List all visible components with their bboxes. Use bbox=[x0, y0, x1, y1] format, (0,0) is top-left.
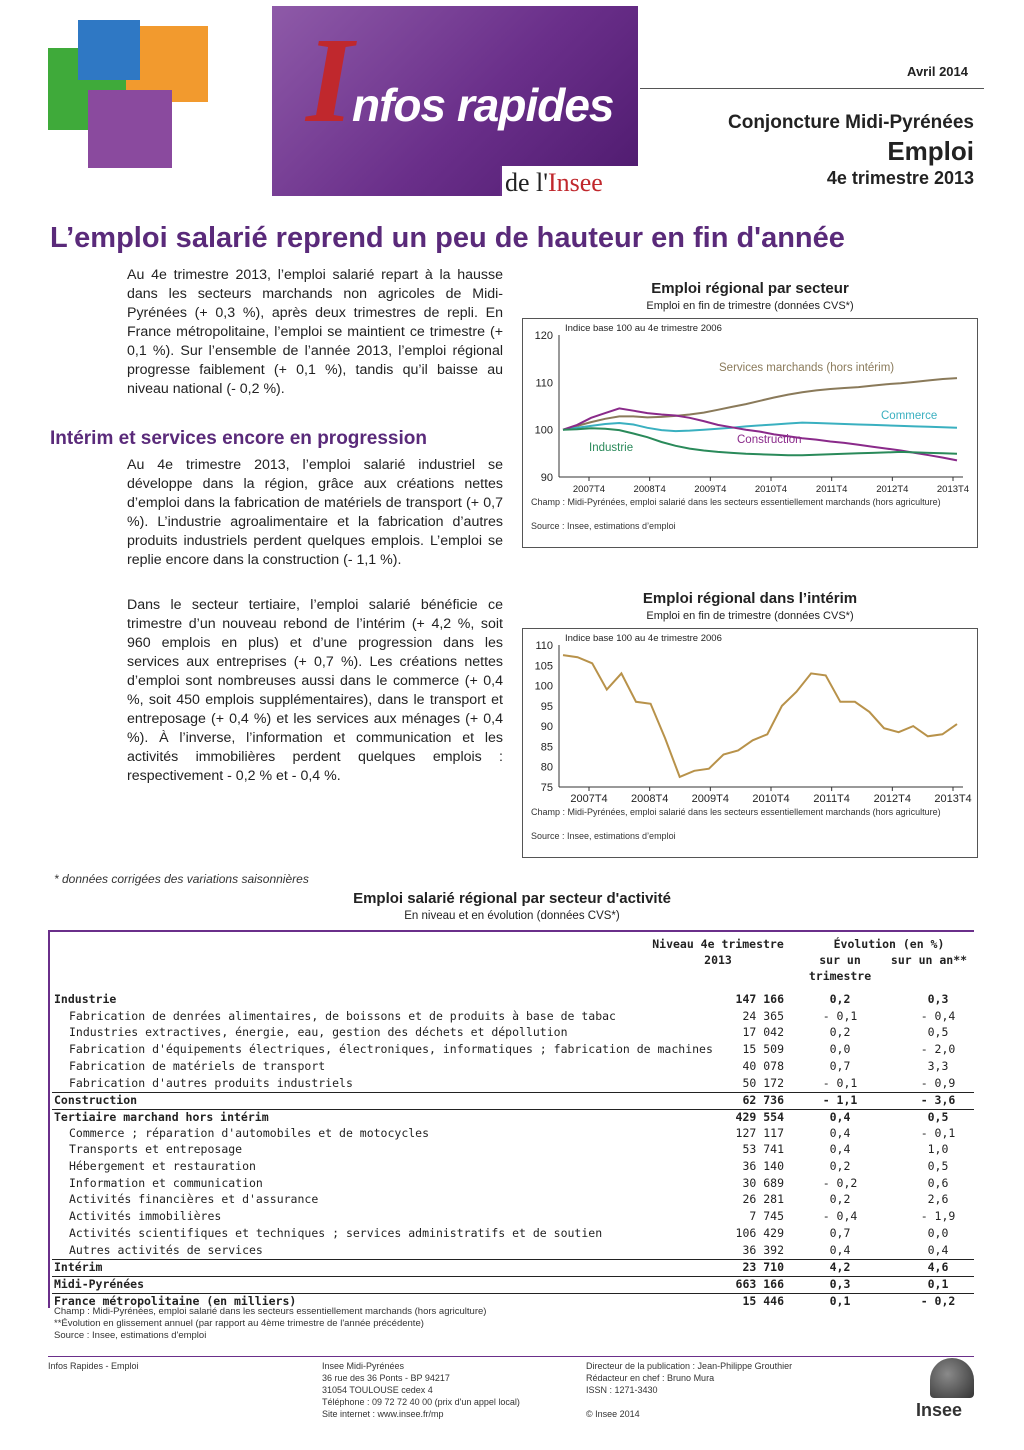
cell-trimestre: 0,2 bbox=[829, 1025, 851, 1040]
y-tick-label: 100 bbox=[534, 680, 553, 693]
footer-website[interactable]: Site internet : www.insee.fr/mp bbox=[322, 1409, 444, 1419]
cell-an: 1,0 bbox=[927, 1142, 949, 1157]
cell-an: - 1,9 bbox=[920, 1209, 956, 1224]
x-tick-label: 2012T4 bbox=[873, 793, 911, 805]
cell-niveau: 53 741 bbox=[742, 1142, 784, 1157]
chart1-title: Emploi régional par secteur bbox=[651, 280, 849, 297]
logo-sub-prefix: de l' bbox=[505, 168, 548, 197]
cell-trimestre: 0,4 bbox=[829, 1142, 851, 1157]
x-tick-label: 2011T4 bbox=[813, 793, 850, 805]
header-period: 4e trimestre 2013 bbox=[826, 168, 974, 188]
cell-trimestre: 0,3 bbox=[829, 1276, 851, 1291]
row-label: Fabrication de denrées alimentaires, de boissons et de produits à base de tabac bbox=[69, 1008, 616, 1023]
row-label: Industrie bbox=[54, 992, 117, 1006]
row-label: France métropolitaine (en milliers) bbox=[54, 1293, 297, 1308]
header-series: Conjoncture Midi-Pyrénées bbox=[728, 112, 974, 133]
cell-trimestre: - 1,1 bbox=[822, 1093, 858, 1108]
x-tick-label: 2008T4 bbox=[631, 793, 669, 805]
x-tick-label: 2013T4 bbox=[934, 793, 972, 805]
table-row bbox=[52, 1092, 974, 1110]
x-tick-label: 2007T4 bbox=[570, 793, 608, 805]
table-row bbox=[52, 1109, 974, 1127]
cell-an: - 0,9 bbox=[920, 1075, 956, 1090]
chart-source: Source : Insee, estimations d’emploi bbox=[531, 521, 676, 531]
insee-logo-text: Insee bbox=[916, 1400, 963, 1420]
chart-source: Source : Insee, estimations d’emploi bbox=[531, 831, 676, 841]
cell-an: 4,6 bbox=[927, 1260, 949, 1275]
row-label: Transports et entreposage bbox=[69, 1142, 243, 1157]
series-label: Commerce bbox=[881, 410, 938, 422]
row-label: Hébergement et restauration bbox=[69, 1159, 256, 1173]
chart1-svg bbox=[523, 319, 977, 547]
chart1-frame bbox=[522, 318, 978, 548]
table-left-rule bbox=[48, 930, 50, 1308]
cell-an: 0,6 bbox=[927, 1175, 949, 1190]
series-line bbox=[563, 655, 957, 777]
table-row bbox=[52, 1025, 974, 1042]
chart-index-note: Indice base 100 au 4e trimestre 2006 bbox=[565, 323, 722, 334]
cell-niveau: 23 710 bbox=[742, 1260, 784, 1275]
cell-trimestre: - 0,1 bbox=[822, 1075, 858, 1090]
cell-niveau: 17 042 bbox=[742, 1025, 784, 1040]
cell-niveau: 106 429 bbox=[735, 1225, 784, 1240]
x-tick-label: 2012T4 bbox=[876, 484, 909, 495]
chart1-subtitle: Emploi en fin de trimestre (données CVS*) bbox=[646, 300, 854, 312]
table-top-rule bbox=[48, 930, 974, 932]
cell-trimestre: 0,4 bbox=[829, 1109, 851, 1124]
cell-an: - 0,2 bbox=[920, 1293, 956, 1308]
table-row bbox=[52, 1059, 974, 1076]
x-tick-label: 2013T4 bbox=[936, 484, 970, 495]
col-header-niveau: Niveau 4e trimestre 2013 bbox=[652, 937, 784, 967]
logo-square-purple bbox=[88, 90, 172, 168]
logo-letter: I bbox=[306, 13, 354, 148]
chart2-title: Emploi régional dans l’intérim bbox=[642, 590, 858, 607]
y-tick-label: 85 bbox=[540, 741, 553, 754]
cell-niveau: 50 172 bbox=[742, 1075, 784, 1090]
row-label: Fabrication d'équipements électriques, électroniques, informatiques ; fabrication de machines bbox=[69, 1042, 713, 1057]
cell-niveau: 663 166 bbox=[735, 1276, 784, 1291]
series-label: Services marchands (hors intérim) bbox=[719, 362, 895, 374]
row-label: Autres activités de services bbox=[69, 1242, 263, 1257]
paragraph-industry: Au 4e trimestre 2013, l’emploi salarié industriel se développe dans la région, grâce aux créations nettes d’emploi dans la fabrication de matériels de transport (+ 0,7 %). L’industrie agroalimentaire et la fabrication d’autres produits industriels perdent quelques emplois. L’emploi se replie encore dans la construction (- 1,1 %). bbox=[127, 457, 503, 568]
footer-credit-line bbox=[586, 1396, 792, 1408]
cell-trimestre: 0,7 bbox=[829, 1058, 851, 1073]
footer-address-line: 31054 TOULOUSE cedex 4 bbox=[322, 1385, 433, 1395]
cell-niveau: 36 140 bbox=[742, 1159, 784, 1173]
footer-credit-line: Directeur de la publication : Jean-Philippe Grouthier bbox=[586, 1361, 793, 1371]
row-label: Tertiaire marchand hors intérim bbox=[54, 1109, 269, 1124]
y-tick-label: 90 bbox=[540, 721, 553, 734]
header-rule bbox=[640, 88, 984, 89]
table-row bbox=[52, 1126, 974, 1143]
col-header-trimestre: sur un trimestre bbox=[808, 953, 872, 983]
cell-niveau: 429 554 bbox=[735, 1109, 784, 1124]
row-label: Information et communication bbox=[69, 1175, 263, 1190]
table-evolution-note: **Évolution en glissement annuel (par rapport au 4ème trimestre de l'année précédente) bbox=[54, 1318, 424, 1329]
y-tick-label: 110 bbox=[535, 377, 553, 390]
table-subtitle: En niveau et en évolution (données CVS*) bbox=[404, 910, 620, 922]
table-row bbox=[52, 1009, 974, 1026]
table-title: Emploi salarié régional par secteur d'activité bbox=[353, 890, 671, 907]
row-label: Fabrication de matériels de transport bbox=[69, 1058, 326, 1073]
series-label: Construction bbox=[737, 434, 802, 446]
x-tick-label: 2008T4 bbox=[633, 484, 666, 495]
publication-date: Avril 2014 bbox=[907, 64, 968, 79]
chart2-subtitle: Emploi en fin de trimestre (données CVS*) bbox=[646, 610, 854, 622]
cell-an: 0,5 bbox=[927, 1109, 949, 1124]
cell-trimestre: 0,0 bbox=[829, 1042, 851, 1057]
cell-an: - 0,1 bbox=[920, 1125, 956, 1140]
table-row bbox=[52, 1042, 974, 1059]
cell-trimestre: 0,7 bbox=[829, 1225, 851, 1240]
footer-address-line: Insee Midi-Pyrénées bbox=[322, 1361, 405, 1371]
row-label: Construction bbox=[54, 1093, 138, 1108]
footer-address-line: Téléphone : 09 72 72 40 00 (prix d'un appel local) bbox=[322, 1397, 520, 1407]
cell-an: 0,5 bbox=[927, 1159, 949, 1173]
intro-paragraph: Au 4e trimestre 2013, l’emploi salarié repart à la hausse dans les secteurs marchands non agricoles de Midi-Pyrénées (+ 0,3 %), après deux trimestres de repli. En France métropolitaine, l’emploi se maintient ce trimestre (+ 0,1 %). Sur l’ensemble de l’année 2013, l’emploi régional progresse faiblement (+ 0,1 %), tandis qu’il baisse au niveau national (- 0,2 %). bbox=[127, 267, 503, 397]
cell-niveau: 147 166 bbox=[735, 992, 784, 1006]
row-label: Activités immobilières bbox=[69, 1209, 222, 1224]
cell-niveau: 36 392 bbox=[742, 1242, 784, 1257]
col-header-an: sur un an** bbox=[890, 953, 968, 967]
footer-credits bbox=[586, 1360, 792, 1420]
cell-an: 0,4 bbox=[927, 1242, 949, 1257]
table-champ: Champ : Midi-Pyrénées, emploi salarié dans les secteurs essentiellement marchands (hors agriculture) bbox=[54, 1306, 487, 1317]
cell-trimestre: - 0,1 bbox=[822, 1008, 858, 1023]
row-label: Fabrication d'autres produits industriels bbox=[69, 1075, 353, 1090]
chart-index-note: Indice base 100 au 4e trimestre 2006 bbox=[565, 633, 722, 644]
chart-champ: Champ : Midi-Pyrénées, emploi salarié dans les secteurs essentiellement marchands (hors agriculture) bbox=[531, 497, 941, 507]
y-tick-label: 90 bbox=[540, 472, 553, 484]
cell-trimestre: - 0,2 bbox=[822, 1175, 858, 1190]
footer-address-line: 36 rue des 36 Ponts - BP 94217 bbox=[322, 1373, 450, 1383]
cell-trimestre: 0,1 bbox=[829, 1293, 851, 1308]
table-row bbox=[52, 1076, 974, 1093]
row-label: Industries extractives, énergie, eau, gestion des déchets et dépollution bbox=[69, 1025, 568, 1040]
cell-an: 0,5 bbox=[927, 1025, 949, 1040]
logo-square-blue bbox=[78, 20, 140, 80]
col-header-evolution: Évolution (en %) bbox=[833, 937, 945, 951]
cell-niveau: 40 078 bbox=[742, 1058, 784, 1073]
series-label: Industrie bbox=[589, 442, 634, 454]
header-topic: Emploi bbox=[887, 136, 974, 166]
cell-trimestre: - 0,4 bbox=[822, 1209, 858, 1224]
cell-niveau: 26 281 bbox=[742, 1192, 784, 1207]
row-label: Commerce ; réparation d'automobiles et de motocycles bbox=[69, 1125, 430, 1140]
cell-an: 2,6 bbox=[927, 1192, 949, 1207]
logo-text: nfos rapides bbox=[352, 79, 614, 131]
table-row bbox=[52, 1209, 974, 1226]
table-row bbox=[52, 1142, 974, 1159]
footer-credit-line: ISSN : 1271-3430 bbox=[586, 1385, 658, 1395]
y-tick-label: 80 bbox=[540, 761, 553, 774]
cell-trimestre: 0,4 bbox=[829, 1242, 851, 1257]
cell-an: 0,3 bbox=[927, 992, 949, 1006]
x-tick-label: 2009T4 bbox=[691, 793, 729, 805]
cell-an: - 2,0 bbox=[920, 1042, 956, 1057]
row-label: Intérim bbox=[54, 1260, 103, 1275]
cell-an: 0,0 bbox=[927, 1225, 949, 1240]
table-row bbox=[52, 1159, 974, 1176]
table-row bbox=[52, 1176, 974, 1193]
x-tick-label: 2009T4 bbox=[694, 484, 727, 495]
paragraph-tertiary: Dans le secteur tertiaire, l’emploi salarié bénéficie ce trimestre d’un nouveau rebond de l’intérim (+ 4,2 %, soit 960 emplois en plus) et d’une progression dans les services aux entreprises (+ 0,7 %). Les créations nettes d’emploi sont nombreuses aussi dans le commerce (+ 0,4 %, soit 450 emplois supplémentaires), dans le transport et entreposage (+ 0,4 %) et les services aux ménages (+ 0,4 %). À l’inverse, l’information et communication et les activités immobilières perdent quelques emplois : respectivement - 0,2 % et - 0,4 %. bbox=[127, 597, 503, 784]
cell-an: - 0,4 bbox=[920, 1008, 956, 1023]
x-tick-label: 2010T4 bbox=[754, 484, 788, 495]
table-row bbox=[52, 1276, 974, 1294]
y-tick-label: 75 bbox=[540, 782, 553, 794]
x-tick-label: 2010T4 bbox=[752, 793, 790, 805]
y-tick-label: 120 bbox=[534, 330, 553, 342]
cell-niveau: 30 689 bbox=[742, 1175, 784, 1190]
cell-niveau: 7 745 bbox=[749, 1209, 784, 1224]
cell-niveau: 15 509 bbox=[742, 1042, 784, 1057]
row-label: Activités financières et d'assurance bbox=[69, 1192, 319, 1207]
logo-sub bbox=[505, 168, 603, 198]
insee-logo-mark bbox=[930, 1358, 974, 1398]
table-row bbox=[52, 992, 974, 1009]
row-label: Activités scientifiques et techniques ; services administratifs et de soutien bbox=[69, 1225, 603, 1240]
table-source: Source : Insee, estimations d'emploi bbox=[54, 1330, 207, 1341]
logo-sub-brand: Insee bbox=[547, 168, 603, 197]
table-row bbox=[52, 1243, 974, 1260]
cell-niveau: 62 736 bbox=[742, 1093, 784, 1108]
table-row bbox=[52, 1226, 974, 1243]
cell-trimestre: 0,4 bbox=[829, 1125, 851, 1140]
y-tick-label: 105 bbox=[534, 660, 553, 673]
cell-trimestre: 0,2 bbox=[829, 1159, 851, 1173]
row-label: Midi-Pyrénées bbox=[54, 1276, 145, 1291]
cell-an: 3,3 bbox=[927, 1058, 949, 1073]
footer-credit-line: Rédacteur en chef : Bruno Mura bbox=[586, 1373, 715, 1383]
footer-rule bbox=[48, 1356, 974, 1357]
chart2-frame bbox=[522, 628, 978, 858]
cell-niveau: 24 365 bbox=[742, 1008, 784, 1023]
cell-trimestre: 4,2 bbox=[829, 1260, 851, 1275]
page-title: L’emploi salarié reprend un peu de hauteur en fin d'année bbox=[50, 222, 845, 254]
chart-champ: Champ : Midi-Pyrénées, emploi salarié dans les secteurs essentiellement marchands (hors agriculture) bbox=[531, 807, 941, 817]
cell-trimestre: 0,2 bbox=[829, 1192, 851, 1207]
footer-address bbox=[322, 1360, 520, 1420]
cell-niveau: 127 117 bbox=[735, 1125, 784, 1140]
cell-an: 0,1 bbox=[927, 1276, 949, 1291]
x-tick-label: 2007T4 bbox=[572, 484, 606, 495]
x-tick-label: 2011T4 bbox=[815, 484, 848, 495]
y-tick-label: 100 bbox=[534, 424, 553, 437]
y-tick-label: 110 bbox=[535, 640, 553, 652]
table-row bbox=[52, 1192, 974, 1209]
section-subtitle: Intérim et services encore en progression bbox=[50, 428, 427, 449]
footer-copyright: © Insee 2014 bbox=[586, 1409, 640, 1419]
cvs-note: * données corrigées des variations saisonnières bbox=[54, 872, 309, 886]
y-tick-label: 95 bbox=[540, 700, 553, 713]
cell-niveau: 15 446 bbox=[742, 1293, 784, 1308]
table-row bbox=[52, 1259, 974, 1277]
cell-trimestre: 0,2 bbox=[829, 992, 851, 1006]
footer-left: Infos Rapides - Emploi bbox=[48, 1361, 139, 1371]
chart2-svg bbox=[523, 629, 977, 857]
cell-an: - 3,6 bbox=[920, 1093, 956, 1108]
